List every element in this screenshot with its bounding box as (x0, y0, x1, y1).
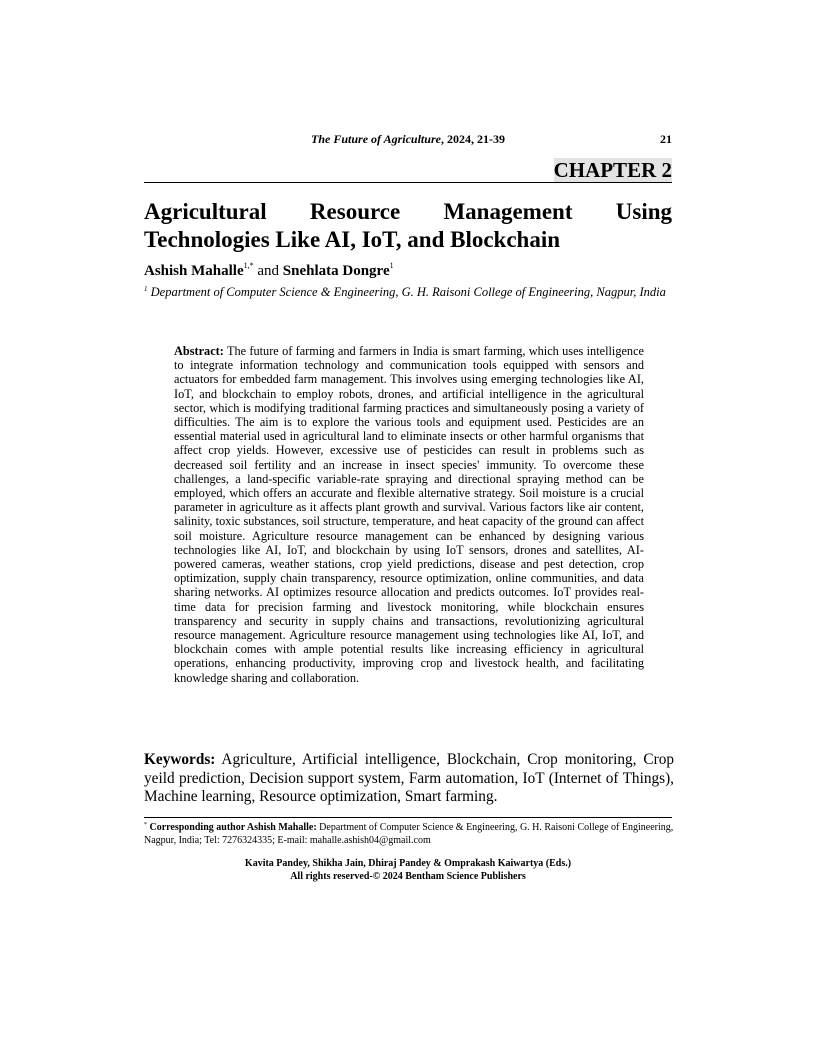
editors-line: Kavita Pandey, Shikha Jain, Dhiraj Pandey & Omprakash Kaiwartya (Eds.) (244, 858, 572, 869)
affiliation-marker: 1 (144, 285, 148, 293)
footnote-text: Department of Computer Science & Engineering, G. H. Raisoni College of Engineering, Nagpur, India; Tel: 7276324335; E-mail: mahalle.ashish04@gmail.com (144, 822, 674, 846)
footnote-divider (144, 817, 672, 818)
author-conjunction: and (253, 263, 283, 279)
author-list (144, 262, 672, 280)
chapter-divider (144, 182, 672, 183)
footnote-marker: * (144, 822, 147, 828)
page-number: 21 (660, 132, 672, 146)
keywords (144, 751, 674, 807)
author-affiliation-marker: 1,* (243, 261, 254, 270)
keywords-label: Keywords: (144, 751, 216, 768)
affiliation-text: Department of Computer Science & Engineering, G. H. Raisoni College of Engineering, Nagpur, India (147, 285, 666, 299)
corresponding-author-footnote (144, 822, 674, 847)
running-head (144, 132, 672, 148)
chapter-title-line-1: Agricultural Resource Management Using (144, 199, 672, 224)
abstract-label: Abstract: (174, 344, 224, 358)
editors-copyright (144, 858, 672, 883)
author-affiliation-marker: 1 (389, 261, 394, 270)
affiliation (144, 285, 672, 300)
journal-year-pages: , 2024, 21-39 (440, 132, 505, 146)
journal-name: The Future of Agriculture (311, 132, 441, 146)
author-name: Snehlata Dongre (282, 263, 390, 279)
keywords-text: Agriculture, Artificial intelligence, Blockchain, Crop monitoring, Crop yeild prediction, Decision support system, Farm automation, IoT (Internet of Things), Machine learning, Resource optimization, Smart farming. (144, 751, 674, 805)
author-name: Ashish Mahalle (144, 263, 244, 279)
chapter-title (144, 198, 672, 254)
chapter-title-line-2: Technologies Like AI, IoT, and Blockchain (144, 227, 561, 252)
journal-citation (144, 132, 672, 147)
chapter-label: CHAPTER 2 (553, 158, 672, 182)
abstract-text: The future of farming and farmers in India is smart farming, which uses intelligence to integrate information technology and communication tools equipped with sensors and actuators for embedded farm management. This involves using emerging technologies like AI, IoT, and blockchain to employ robots, drones, and artificial intelligence in the agricultural sector, which is modifying traditional farming practices and simultaneously posing a variety of difficulties. The aim is to explore the various tools and equipment used. Pesticides are an essential material used in agricultural land to eliminate insects or other harmful organisms that affect crop yields. However, excessive use of pesticides can result in problems such as decreased soil fertility and an increase in insect species' immunity. To overcome these challenges, a land-specific variable-rate spraying and directional spraying method can be employed, which offers an accurate and flexible alternative strategy. Soil moisture is a crucial parameter in agriculture as it affects plant growth and survival. Various factors like air content, salinity, toxic substances, soil structure, temperature, and heat capacity of the ground can affect soil moisture. Agriculture resource management can be enhanced by designing various technologies like AI, IoT, and blockchain by using IoT sensors, drones and satellites, AI-powered cameras, weather stations, crop yield predictions, disease and pest detection, crop optimization, supply chain transparency, resource optimization, online communities, and data sharing networks. AI optimizes resource allocation and predicts outcomes. IoT provides real-time data for precision farming and livestock monitoring, while blockchain ensures transparency and security in supply chains and transactions, revolutionizing agricultural resource management. Agriculture resource management using technologies like AI, IoT, and blockchain comes with ample potential results like increasing efficiency in agricultural operations, enhancing productivity, improving crop and livestock health, and facilitating knowledge sharing and collaboration. (174, 344, 644, 685)
copyright-line: All rights reserved-© 2024 Bentham Science Publishers (290, 870, 526, 882)
abstract (174, 344, 644, 685)
footnote-label: Corresponding author Ashish Mahalle: (147, 822, 317, 833)
